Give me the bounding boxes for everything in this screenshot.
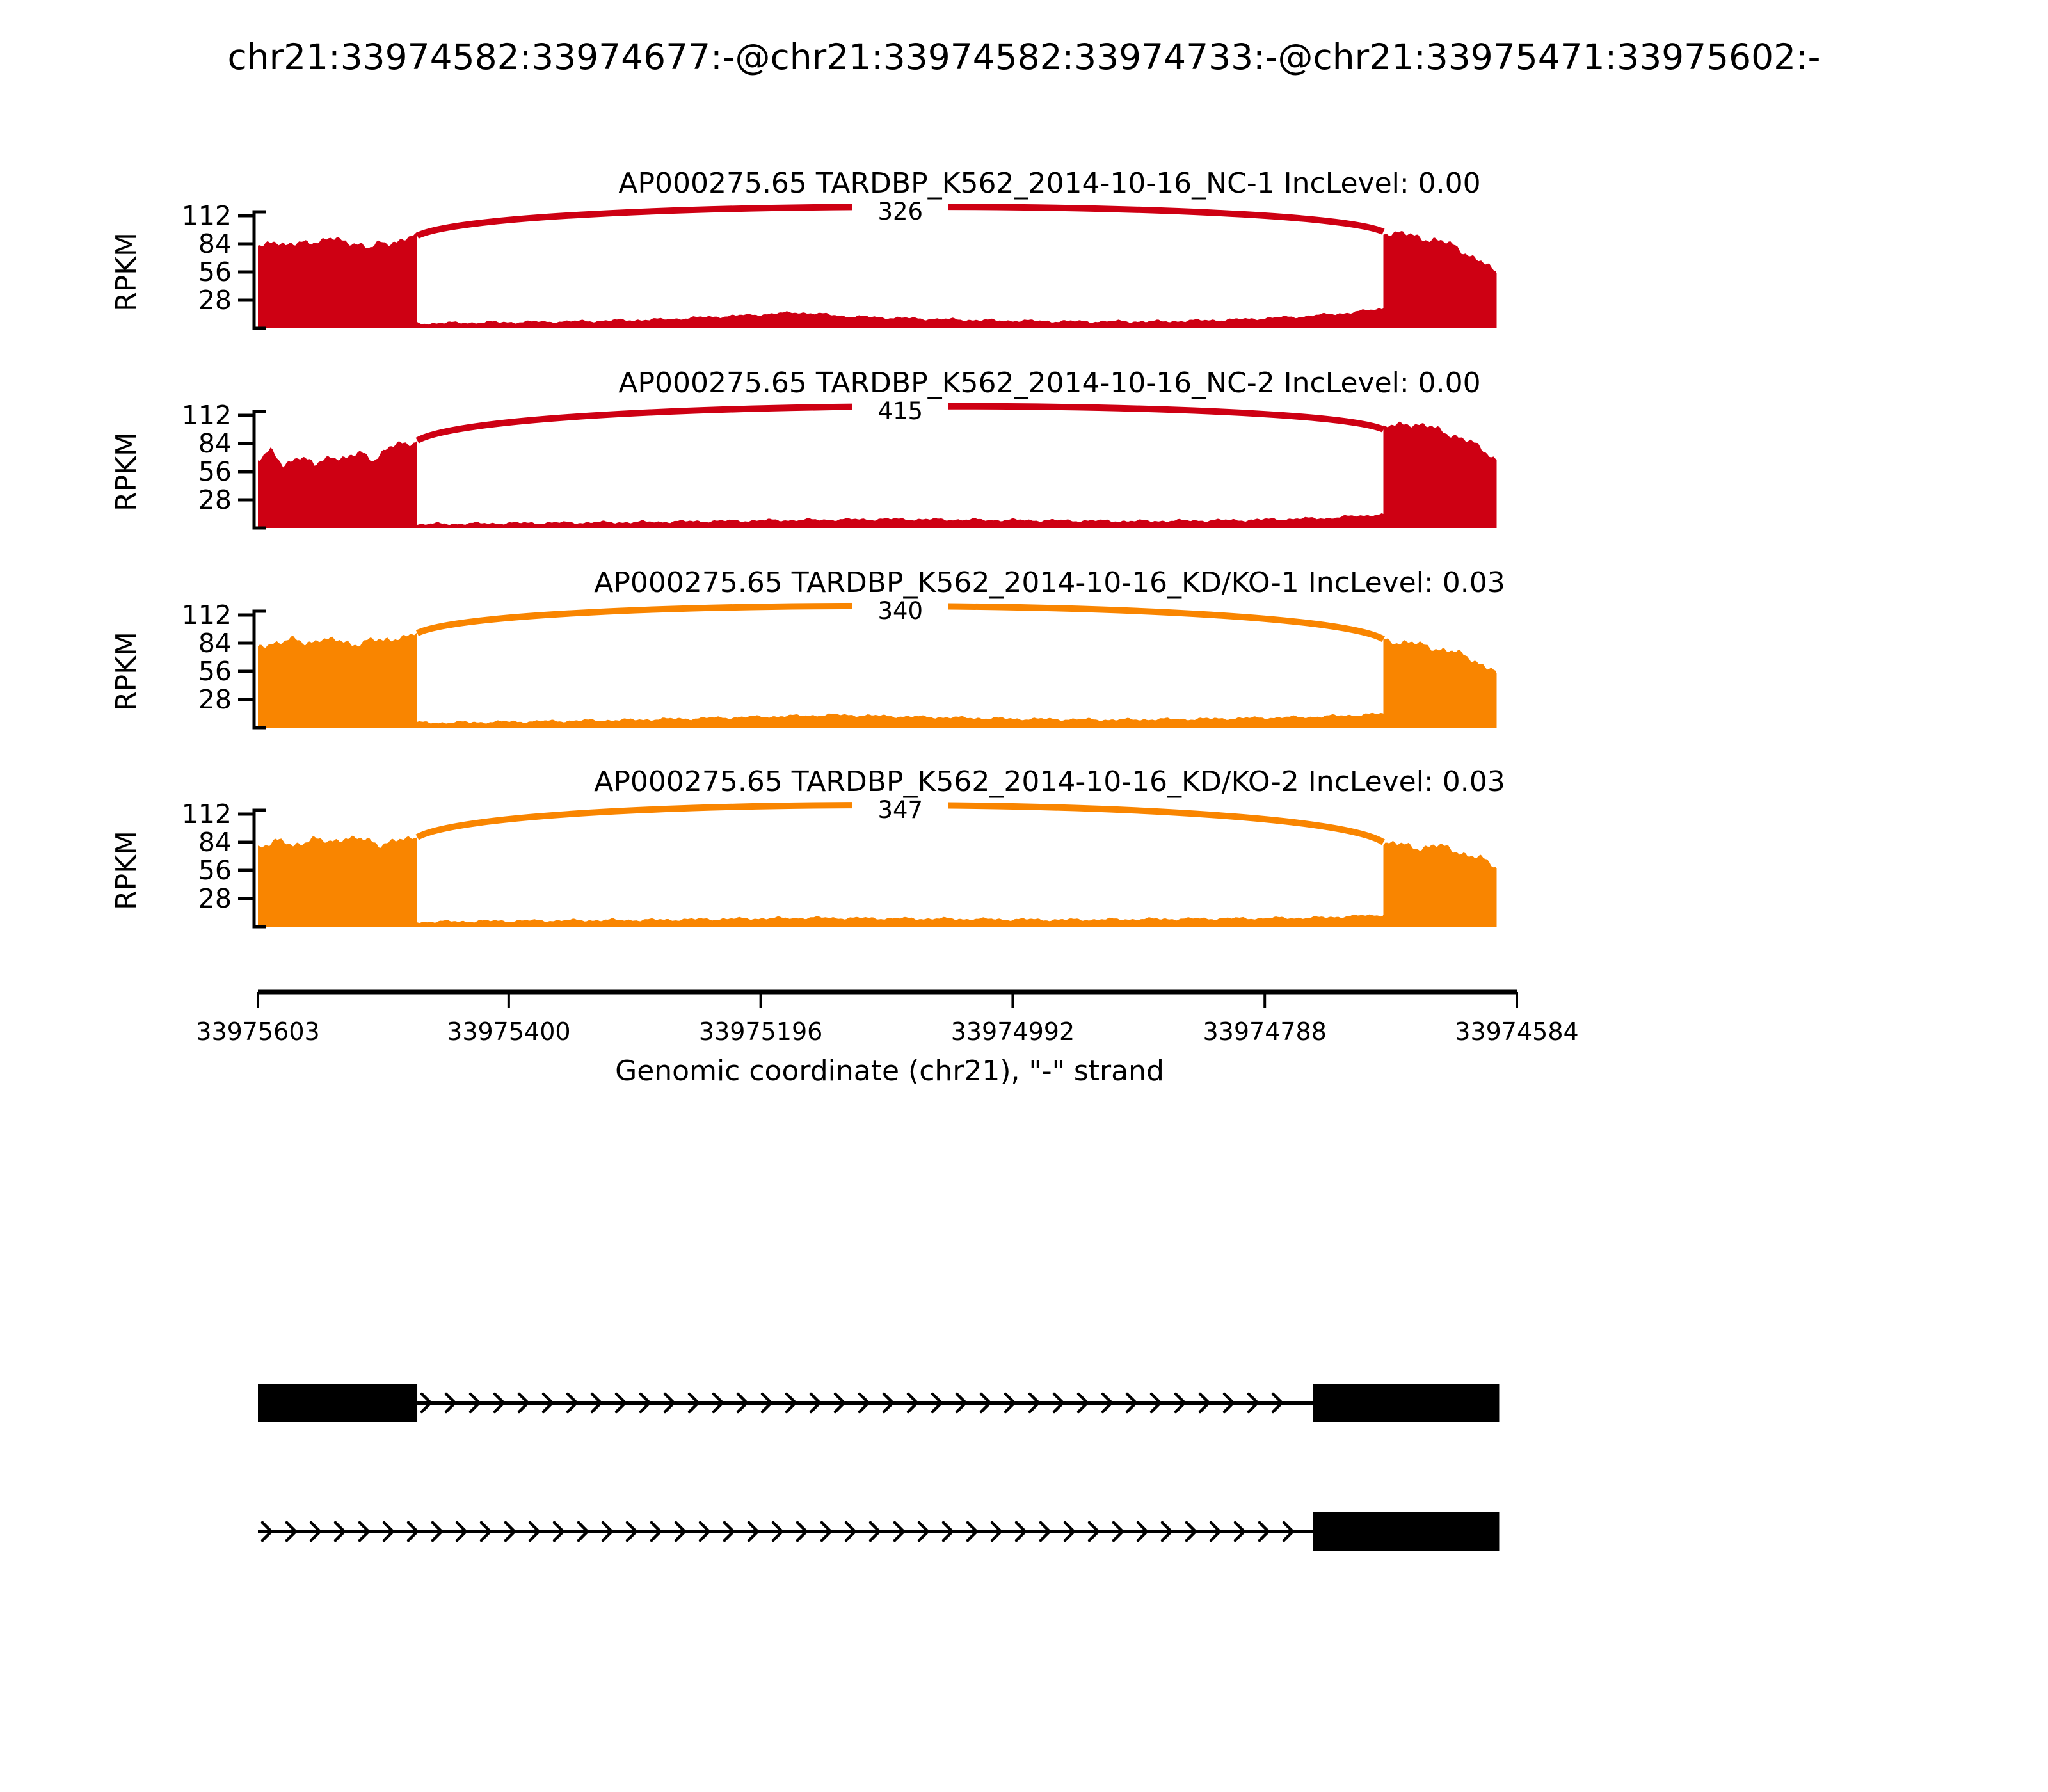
junction-count-label: 340 [877, 597, 924, 625]
y-tick-label: 84 [198, 628, 232, 659]
x-tick-label: 33974788 [1203, 1018, 1327, 1046]
rpkm-axis-label: RPKM [110, 831, 143, 910]
track-4 [110, 765, 1517, 927]
plot-title: chr21:33974582:33974677:-@chr21:33974582:33974733:-@chr21:33975471:33975602:- [227, 36, 1821, 77]
track-title: AP000275.65 TARDBP_K562_2014-10-16_NC-1 IncLevel: 0.00 [618, 167, 1481, 200]
transcript-exon [1313, 1512, 1499, 1551]
y-tick-label: 56 [198, 456, 232, 487]
track-3 [110, 566, 1517, 728]
x-axis-layer [196, 992, 1578, 1046]
track-title: AP000275.65 TARDBP_K562_2014-10-16_KD/KO-2 IncLevel: 0.03 [594, 765, 1505, 798]
transcript-exon [1313, 1384, 1499, 1422]
transcript-2 [258, 1512, 1499, 1551]
transcript-1 [258, 1384, 1499, 1422]
x-tick-label: 33974992 [950, 1018, 1075, 1046]
y-tick-label: 112 [181, 200, 232, 231]
junction-count-label: 415 [877, 397, 924, 425]
x-tick-label: 33975603 [196, 1018, 320, 1046]
y-tick-label: 84 [198, 827, 232, 858]
coverage-area [258, 633, 1517, 728]
x-axis-title: Genomic coordinate (chr21), "-" strand [615, 1055, 1164, 1087]
rpkm-axis-label: RPKM [110, 232, 143, 312]
y-tick-label: 28 [198, 285, 232, 316]
y-tick-label: 112 [181, 600, 232, 630]
y-tick-label: 28 [198, 684, 232, 715]
y-tick-label: 84 [198, 428, 232, 459]
rpkm-axis-label: RPKM [110, 632, 143, 711]
y-tick-label: 112 [181, 799, 232, 829]
y-tick-label: 84 [198, 228, 232, 259]
gene-structure-layer [258, 1384, 1499, 1551]
coverage-tracks-layer [110, 167, 1517, 927]
track-title: AP000275.65 TARDBP_K562_2014-10-16_KD/KO-1 IncLevel: 0.03 [594, 566, 1505, 599]
track-title: AP000275.65 TARDBP_K562_2014-10-16_NC-2 IncLevel: 0.00 [618, 367, 1481, 399]
track-1 [110, 167, 1517, 328]
y-tick-label: 56 [198, 855, 232, 886]
coverage-area [258, 836, 1517, 927]
coverage-area [258, 422, 1517, 528]
y-tick-label: 56 [198, 656, 232, 687]
y-tick-label: 28 [198, 484, 232, 515]
coverage-area [258, 231, 1517, 328]
track-2 [110, 367, 1517, 528]
rpkm-axis-label: RPKM [110, 432, 143, 511]
x-tick-label: 33975400 [447, 1018, 571, 1046]
y-tick-label: 56 [198, 257, 232, 287]
x-tick-label: 33975196 [698, 1018, 823, 1046]
transcript-exon [258, 1384, 417, 1422]
junction-count-label: 347 [877, 796, 924, 824]
x-tick-label: 33974584 [1455, 1018, 1579, 1046]
y-tick-label: 112 [181, 400, 232, 431]
y-tick-label: 28 [198, 883, 232, 914]
junction-count-label: 326 [877, 198, 924, 225]
